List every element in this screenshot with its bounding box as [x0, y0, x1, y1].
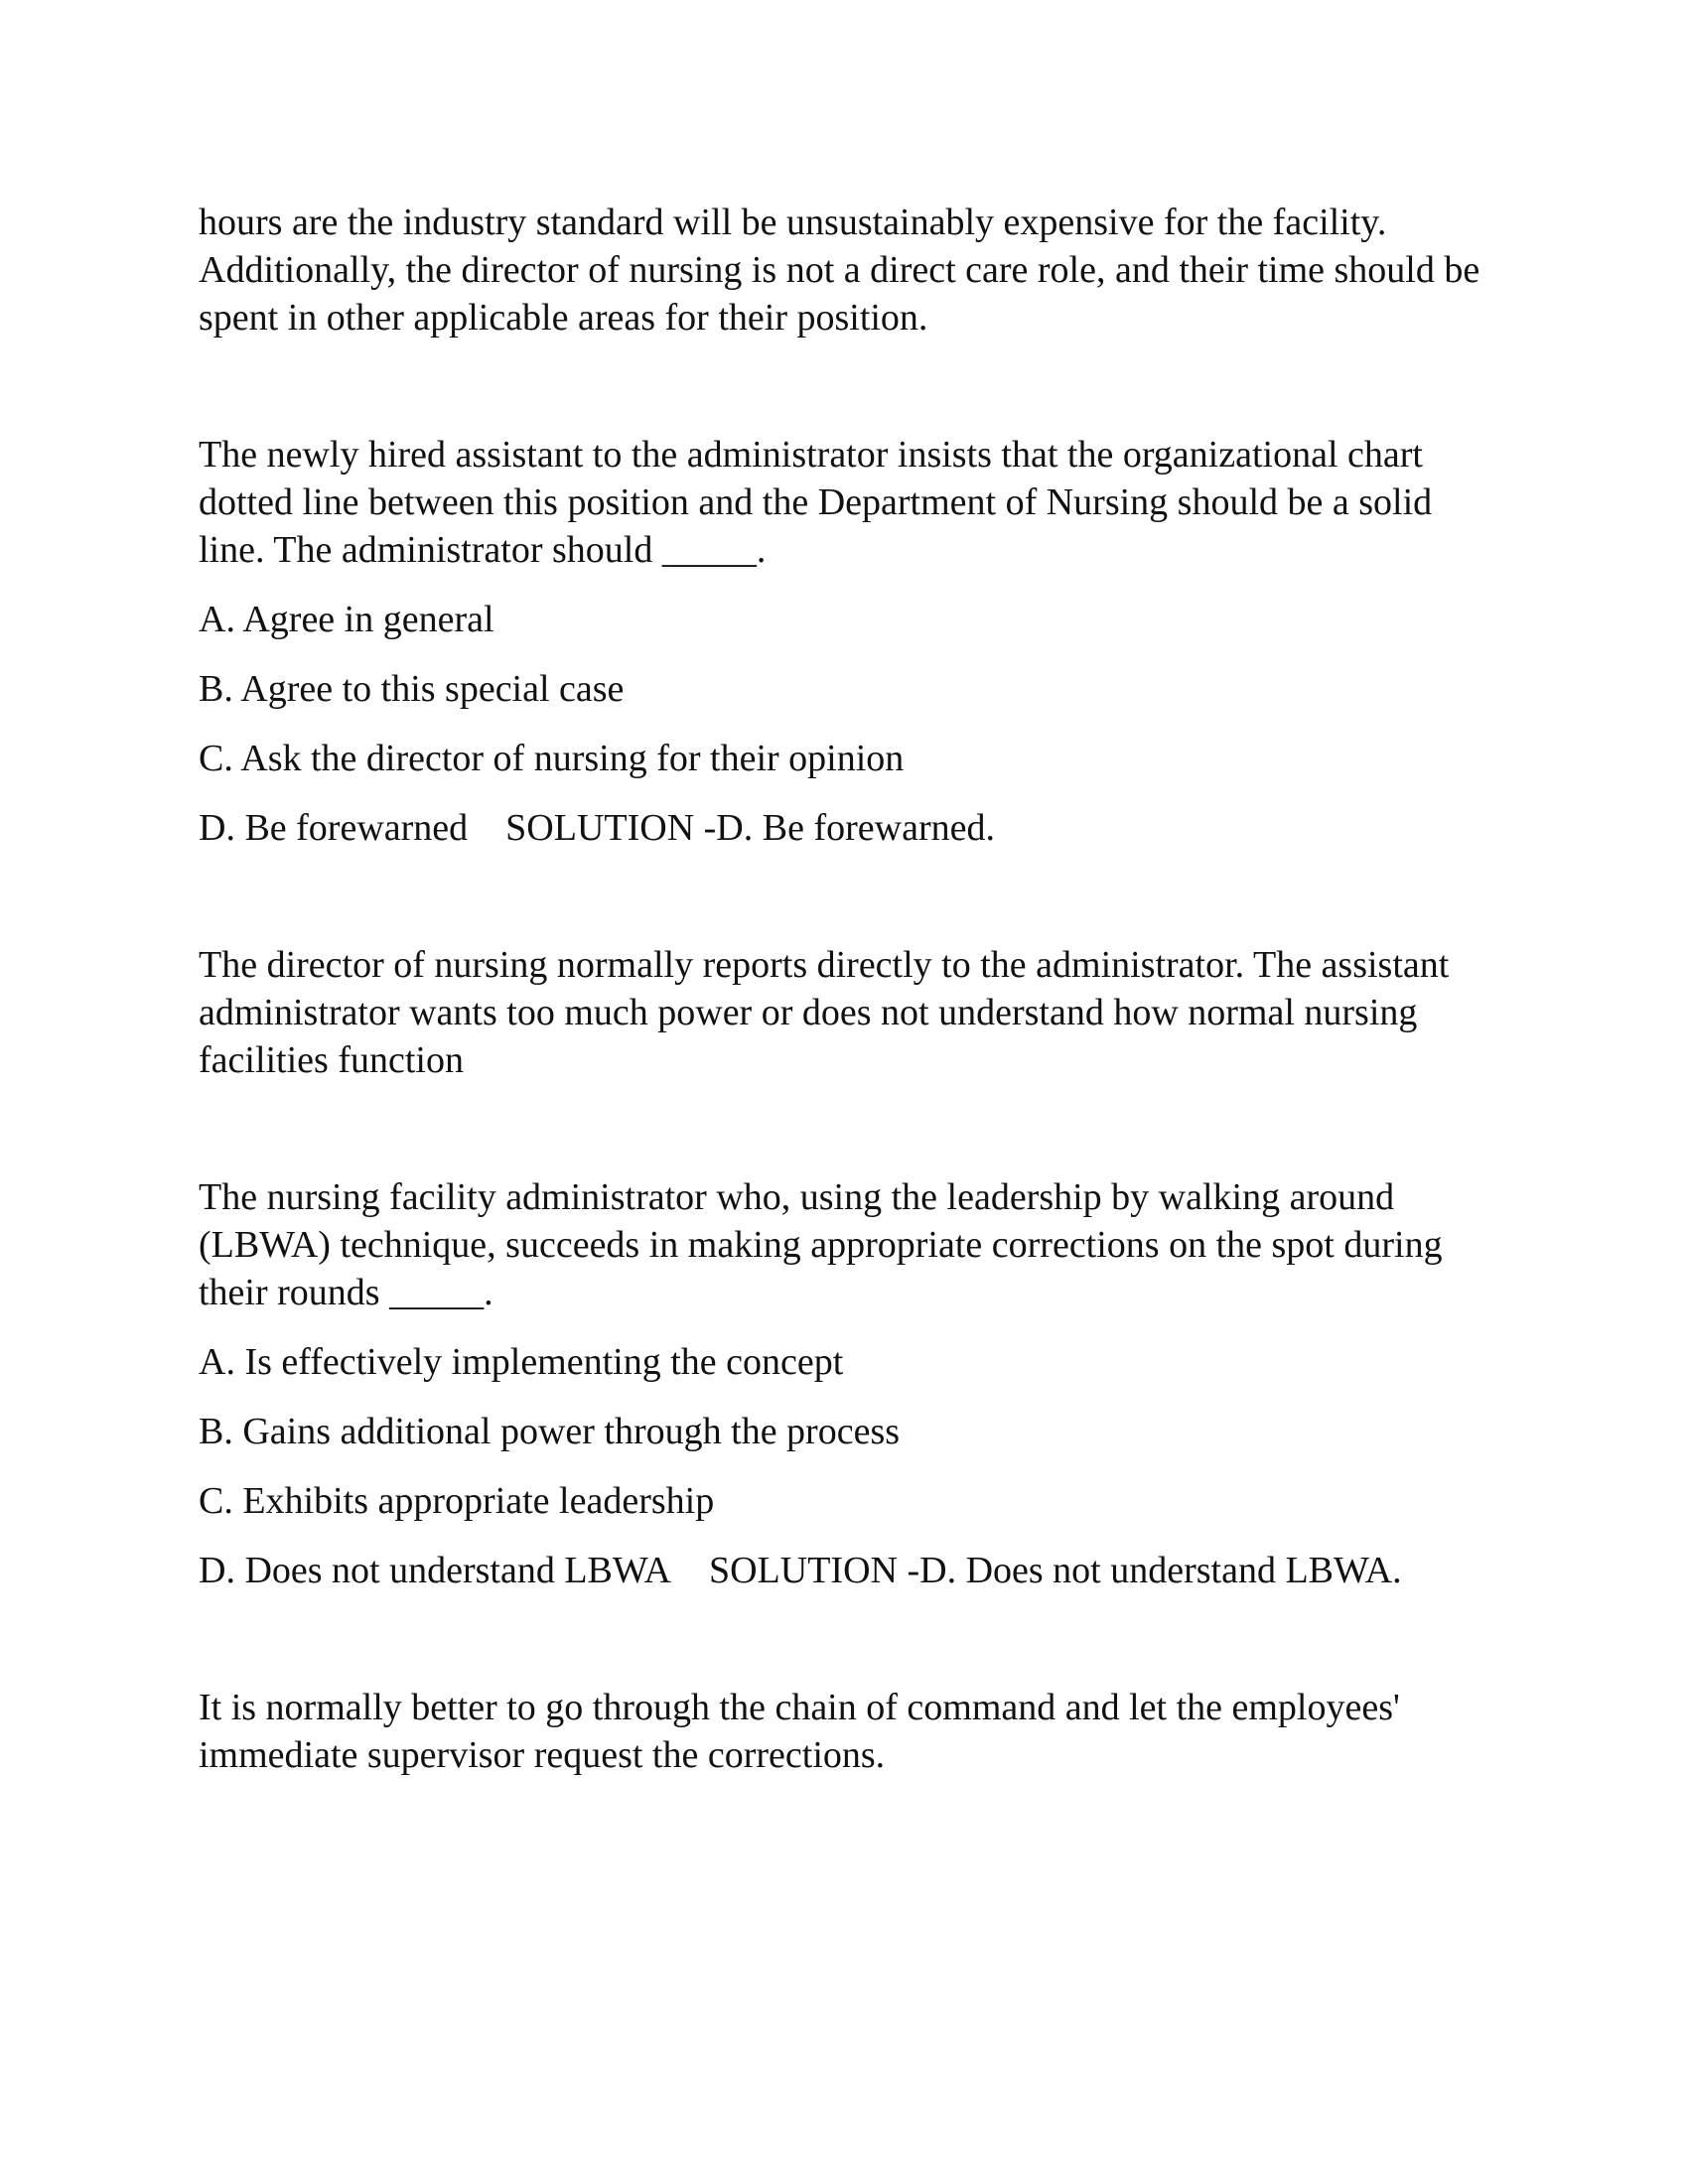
question-2-option-c: C. Exhibits appropriate leadership — [199, 1480, 715, 1522]
question-2 — [199, 1173, 1489, 1779]
question-1-text: The newly hired assistant to the administrator insists that the organizational chart dotted line between this position and the Department of Nursing should be a solid line. The administrator should _____. — [199, 434, 1433, 571]
question-2-text: The nursing facility administrator who, using the leadership by walking around (LBWA) technique, succeeds in making appropriate corrections on the spot during their rounds _____. — [199, 1176, 1443, 1313]
question-2-solution: SOLUTION -D. Does not understand LBWA. — [708, 1550, 1402, 1591]
question-2-option-d: D. Does not understand LBWA — [199, 1550, 671, 1591]
question-1-explanation: The director of nursing normally reports directly to the administrator. The assistant administrator wants too much power or does not understand how normal nursing facilities function — [199, 944, 1450, 1081]
question-2-option-a: A. Is effectively implementing the concept — [199, 1341, 844, 1383]
question-1-option-b: B. Agree to this special case — [199, 668, 625, 710]
question-2-option-d-line — [199, 1547, 1489, 1594]
question-1-option-d-line — [199, 804, 1489, 852]
intro-explanation: hours are the industry standard will be unsustainably expensive for the facility. Additionally, the director of nursing is not a direct care role, and their time should be spent in other applicable areas for their position. — [199, 202, 1480, 339]
question-1-option-d: D. Be forewarned — [199, 807, 469, 849]
question-2-option-b: B. Gains additional power through the process — [199, 1411, 901, 1452]
question-1 — [199, 431, 1489, 1084]
question-2-explanation: It is normally better to go through the chain of command and let the employees' immediate supervisor request the corrections. — [199, 1687, 1400, 1776]
document-page — [199, 199, 1489, 1779]
question-1-solution: SOLUTION -D. Be forewarned. — [505, 807, 995, 849]
question-1-option-a: A. Agree in general — [199, 599, 494, 640]
question-1-option-c: C. Ask the director of nursing for their opinion — [199, 738, 905, 779]
